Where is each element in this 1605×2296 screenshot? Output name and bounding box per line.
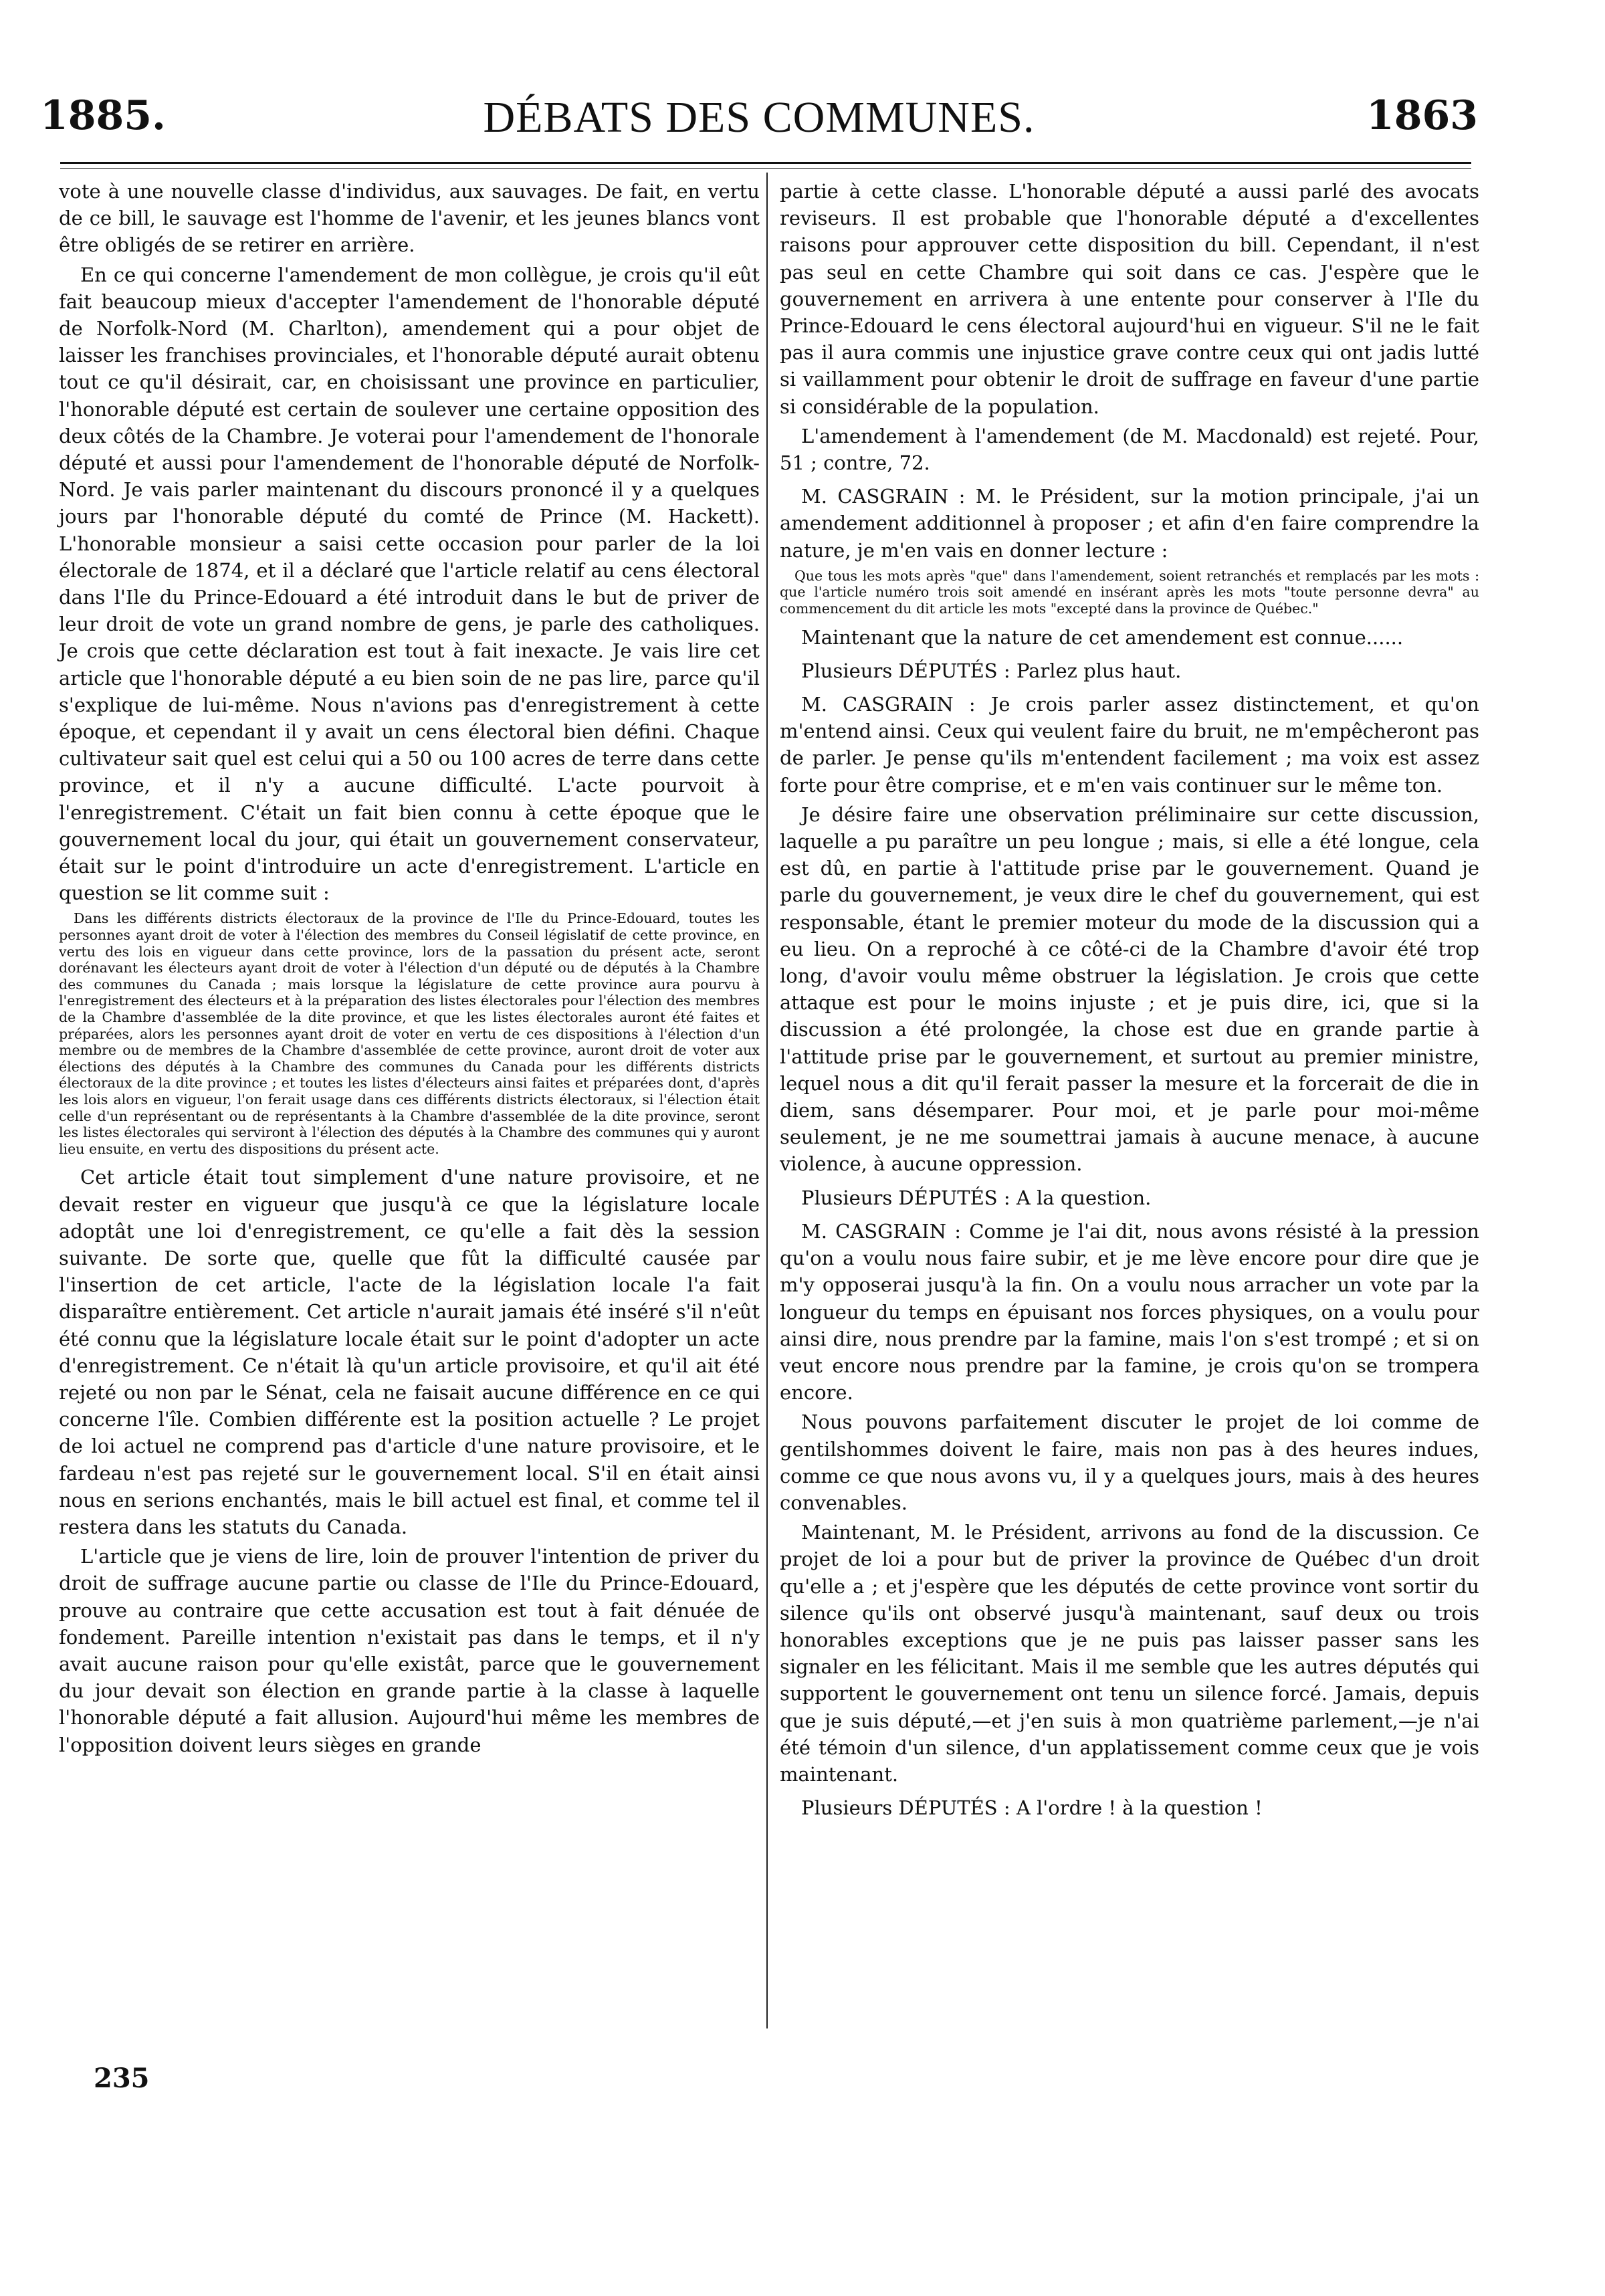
header-page-number: 1863	[1366, 92, 1478, 139]
paragraph: L'article que je viens de lire, loin de prouver l'intention de priver du droit de suffrage aucune partie ou classe de l'Ile du Prince-Edouard, prouve au contraire que cette accusation est tout à fait dénuée de fondement. Pareille intention n'existait pas dans le temps, et il n'y avait aucune raison pour qu'elle existât, parce que le gouvernement du jour devait son élection en grande partie à la classe à laquelle l'honorable député a fait allusion. Aujourd'hui même les membres de l'opposition doivent leurs sièges en grande	[59, 1545, 760, 1756]
right-column	[780, 178, 1479, 1824]
quoted-amendment: Que tous les mots après "que" dans l'amendement, soient retranchés et remplacés par les mots : que l'article numéro trois soit amendé en insérant après les mots "toute personne devra" au commencement du dit article les mots "excepté dans la province de Québec."	[780, 567, 1479, 617]
header-year: 1885.	[40, 92, 166, 139]
running-head	[40, 92, 1478, 152]
paragraph: Cet article était tout simplement d'une nature provisoire, et ne devait rester en vigueur que jusqu'à ce que la législature locale adoptât une loi d'enregistrement, ce qu'elle a fait dès la session suivante. De sorte que, quelle que fût la difficulté causée par l'insertion de cet article, l'acte de la législation locale l'a fait disparaître entièrement. Cet article n'aurait jamais été inséré s'il n'eût été connu que la législature locale était sur le point d'adopter un acte d'enregistrement. Ce n'était là qu'un article provisoire, et qu'il ait été rejeté ou non par le Sénat, cela ne faisait aucune différence en ce qui concerne l'île. Combien différente est la position actuelle ? Le projet de loi actuel ne comprend pas d'article d'une nature provisoire, et le fardeau n'est pas rejeté sur le gouvernement local. S'il en était ainsi nous en serions enchantés, mais le bill actuel est final, et comme tel il restera dans les statuts du Canada.	[59, 1166, 760, 1539]
paragraph: Nous pouvons parfaitement discuter le projet de loi comme de gentilshommes doivent le faire, mais non pas à des heures indues, comme ce que nous avons vu, il y a quelques jours, mais à des heures convenables.	[780, 1411, 1479, 1514]
speech: M. CASGRAIN : Je crois parler assez distinctement, et qu'on m'entend ainsi. Ceux qui veulent faire du bruit, ne m'empêcheront pas de parler. Je pense qu'ils m'entendent facilement ; ma voix est assez forte pour être comprise, et e m'en vais continuer sur le même ton.	[780, 693, 1479, 797]
quoted-article: Dans les différents districts électoraux de la province de l'Ile du Prince-Edouard, toutes les personnes ayant droit de voter à l'élection des membres du Conseil législatif de cette province, en vertu des lois en vigueur dans cette province, lors de la passation du présent acte, seront dorénavant les électeurs ayant droit de voter à l'élection d'un député ou de députés à la Chambre des communes du Canada ; mais lorsque la législature de cette province aura pourvu à l'enregistrement des électeurs et à la préparation des listes électorales pour l'élection des membres de la Chambre d'assemblée de la dite province, et que les listes électorales auront été faites et préparées, alors les personnes ayant droit de voter en vertu de ces dispositions à l'élection d'un membre ou de membres de la Chambre d'assemblée de cette province, auront droit de voter aux élections des députés à la Chambre des communes du Canada pour les différents districts électoraux de la dite province ; et toutes les listes d'électeurs ainsi faites et préparées dont, d'après les lois alors en vigueur, l'on ferait usage dans ces différents districts électoraux, si l'élection était celle d'un représentant ou de représentants à la Chambre d'assemblée de la dite province, seront les listes électorales qui serviront à l'élection des députés à la Chambre des communes qui y auront lieu ensuite, en vertu des dispositions du présent acte.	[59, 910, 760, 1157]
speech: M. CASGRAIN : Comme je l'ai dit, nous avons résisté à la pression qu'on a voulu nous faire subir, et je me lève encore pour dire que je m'y opposerai jusqu'à la fin. On a voulu nous arracher un vote par la longueur du temps en épuisant nos forces physiques, on a voulu pour ainsi dire, nous prendre par la famine, mais l'on s'est trompé ; et si on veut encore nous prendre par la famine, je crois qu'on se trompera encore.	[780, 1219, 1479, 1404]
header-rule	[60, 162, 1471, 169]
paragraph: En ce qui concerne l'amendement de mon collègue, je crois qu'il eût fait beaucoup mieux d'accepter l'amendement de l'honorable député de Norfolk-Nord (M. Charlton), amendement qui a pour objet de laisser les franchises provinciales, et l'honorable député aurait obtenu tout ce qu'il désirait, car, en choisissant une province en particulier, l'honorable député est certain de soulever une certaine opposition des deux côtés de la Chambre. Je voterai pour l'amendement de l'honorale député et aussi pour l'amendement de l'honorable député de Norfolk-Nord. Je vais parler maintenant du discours prononcé il y a quelques jours par l'honorable député du comté de Prince (M. Hackett). L'honorable monsieur a saisi cette occasion pour parler de la loi électorale de 1874, et il a déclaré que l'article relatif au cens électoral dans l'Ile du Prince-Edouard a été introduit dans le but de priver de leur droit de vote un grand nombre de gens, je parle des catholiques. Je crois que cette déclaration est tout à fait inexacte. Je vais lire cet article que l'honorable député a eu bien soin de ne pas lire, parce qu'il s'explique de lui-même. Nous n'avions pas d'enregistrement à cette époque, et cependant il y avait un cens électoral bien défini. Chaque cultivateur sait quel est celui qui a 50 ou 100 acres de terre dans cette province, et il n'y a aucune difficulté. L'acte pourvoit à l'enregistrement. C'était un fait bien connu à cette époque que le gouvernement local du jour, qui était un gouvernement conservateur, était sur le point d'introduire un acte d'enregistrement. L'article en question se lit comme suit :	[59, 263, 760, 905]
signature-folio: 235	[94, 2063, 150, 2094]
interjection: Plusieurs DÉPUTÉS : A la question.	[801, 1186, 1152, 1209]
paragraph: L'amendement à l'amendement (de M. Macdonald) est rejeté. Pour, 51 ; contre, 72.	[780, 424, 1479, 475]
speech: M. CASGRAIN : M. le Président, sur la motion principale, j'ai un amendement additionnel à proposer ; et afin d'en faire comprendre la nature, je m'en vais en donner lecture :	[780, 485, 1479, 562]
column-divider	[766, 173, 768, 2028]
interjection: Plusieurs DÉPUTÉS : A l'ordre ! à la question !	[801, 1796, 1263, 1820]
header-title: DÉBATS DES COMMUNES.	[483, 93, 1035, 142]
paragraph: vote à une nouvelle classe d'individus, aux sauvages. De fait, en vertu de ce bill, le sauvage est l'homme de l'avenir, et les jeunes blancs vont être obligés de se retirer en arrière.	[59, 180, 760, 257]
paragraph: Maintenant, M. le Président, arrivons au fond de la discussion. Ce projet de loi a pour but de priver la province de Québec d'un droit qu'elle a ; et j'espère que les députés de cette province vont sortir du silence qu'ils ont observé jusqu'à maintenant, sauf deux ou trois honorables exceptions que je ne puis pas laisser passer sans les signaler en les félicitant. Mais il me semble que les autres députés qui supportent le gouvernement ont tenu un silence forcé. Jamais, depuis que je suis député,—et j'en suis à mon quatrième parlement,—je n'ai été témoin d'un silence, d'un applatissement comme ceux que je vois maintenant.	[780, 1521, 1479, 1786]
left-column	[59, 178, 760, 1761]
paragraph: Je désire faire une observation préliminaire sur cette discussion, laquelle a pu paraître un peu longue ; mais, si elle a été longue, cela est dû, en partie à l'attitude prise par le gouvernement. Quand je parle du gouvernement, je veux dire le chef du gouvernement, qui est responsable, étant le premier moteur du mode de la discussion qui a eu lieu. On a reproché à ce côté-ci de la Chambre d'avoir été trop long, d'avoir voulu même obstruer la législation. Je crois que cette attaque est pour le moins injuste ; et je puis dire, ici, que si la discussion a été prolongée, la chose est due en grande partie à l'attitude prise par le gouvernement, et surtout au premier ministre, lequel nous a dit qu'il ferait passer la mesure et la forcerait de die in diem, sans désemparer. Pour moi, et je parle pour moi-même seulement, je ne me soumettrai jamais à aucune menace, à aucune violence, à aucune oppression.	[780, 803, 1479, 1176]
paragraph: partie à cette classe. L'honorable député a aussi parlé des avocats reviseurs. Il est probable que l'honorable député a d'excellentes raisons pour approuver cette disposition du bill. Cependant, il n'est pas seul en cette Chambre qui soit dans ce cas. J'espère que le gouvernement en arrivera à une entente pour conserver à l'Ile du Prince-Edouard le cens électoral aujourd'hui en vigueur. S'il ne le fait pas il aura commis une injustice grave contre ceux qui ont jadis lutté si vaillamment pour obtenir le droit de suffrage en faveur d'une partie si considérable de la population.	[780, 180, 1479, 418]
paragraph: Maintenant que la nature de cet amendement est connue......	[801, 625, 1404, 649]
interjection: Plusieurs DÉPUTÉS : Parlez plus haut.	[801, 659, 1182, 682]
